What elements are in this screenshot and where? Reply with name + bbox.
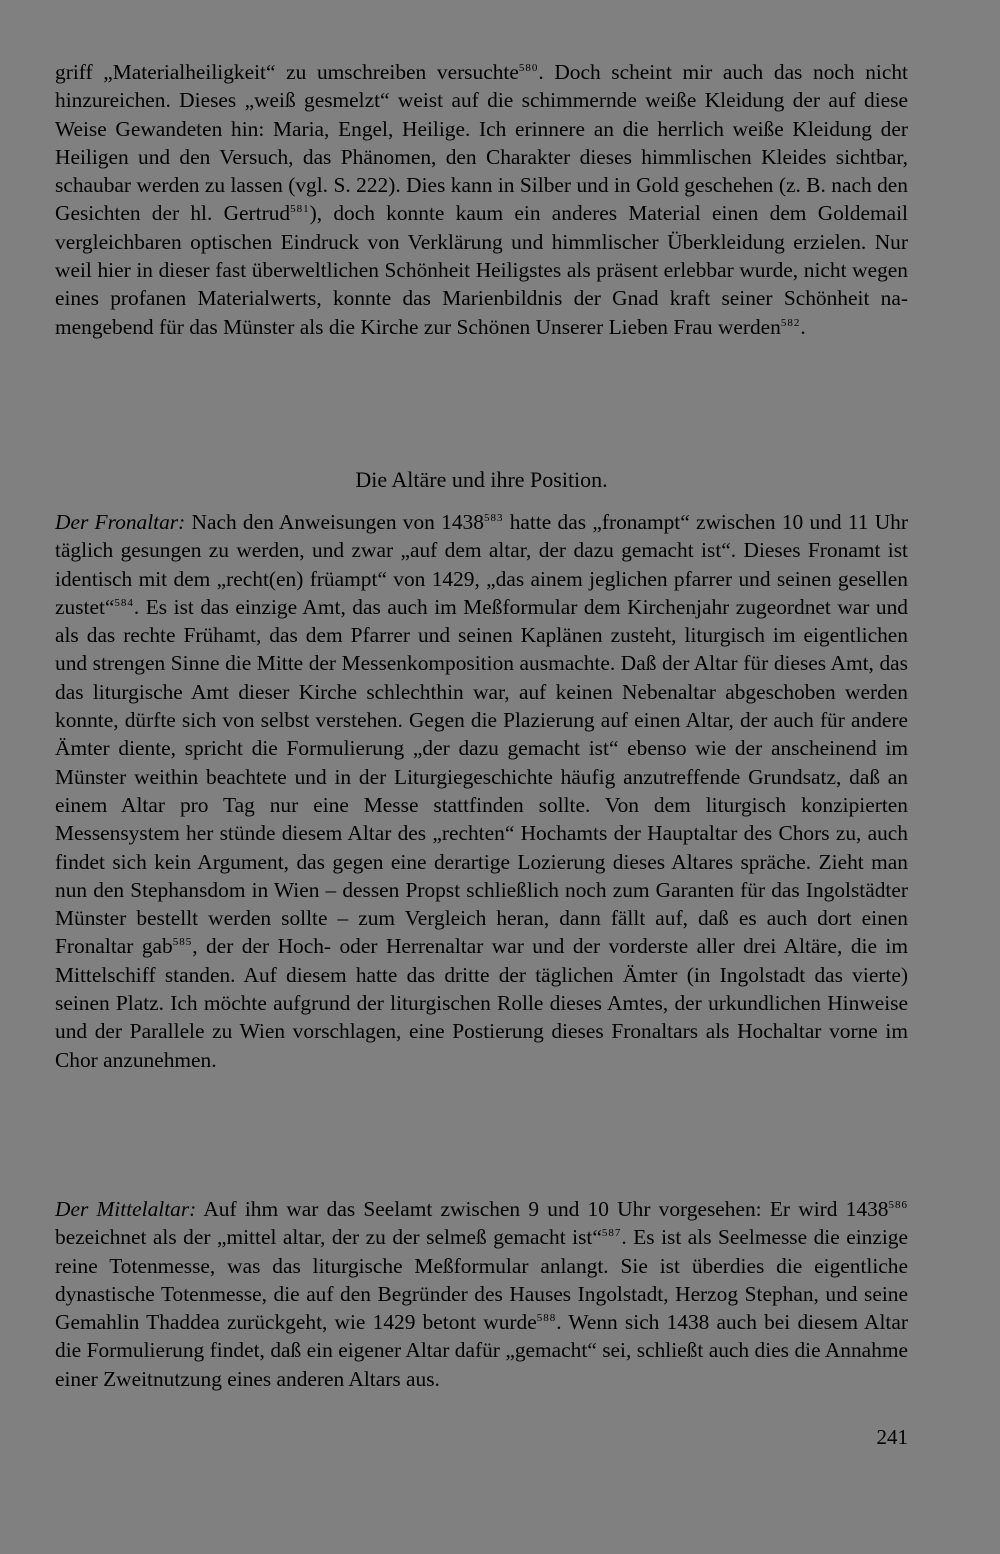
- footnote-ref-584[interactable]: 584: [114, 596, 134, 609]
- footnote-ref-580[interactable]: 580: [518, 62, 539, 74]
- section-heading: Die Altäre und ihre Position.: [355, 467, 608, 492]
- text-run: griff „Materialheiligkeit“ zu umschreiben versuchte: [55, 60, 519, 84]
- text-run: .: [800, 314, 806, 339]
- text-run: . Doch scheint mir auch das noch nicht hinzureichen. Dieses „weiß gesmelzt“ weist auf die schimmernde weiße Kleidung der auf diese Weise Gewandeten hin: Maria, Engel, Heilige. Ich erinnere an die herrlich weiße Kleidung der Heiligen und den Versuch, das Phänomen, den Charakter dieses himmlischen Kleides sichtbar, schaubar werden zu lassen (vgl. S. 222). Dies kann in Silber und in Gold geschehen (z. B. nach den Gesichten der hl. Gertrud: [55, 60, 909, 226]
- footnote-ref-587[interactable]: 587: [601, 1227, 622, 1240]
- footnote-ref-586[interactable]: 586: [888, 1199, 908, 1211]
- text-run: . Wenn sich 1438 auch bei diesem Altar die Formulierung findet, daß ein eigener Altar dafür „gemacht“ sei, schließt auch dies die Annahme einer Zweitnutzung eines anderen Altars aus.: [55, 1310, 908, 1391]
- footnote-ref-588[interactable]: 588: [536, 1312, 557, 1325]
- paragraph-lead-fronaltar: Der Fronaltar:: [55, 510, 186, 534]
- footnote-ref-585[interactable]: 585: [172, 936, 193, 949]
- paragraph-materialheiligkeit: [55, 58, 908, 341]
- text-run: ), doch konnte kaum ein anderes Material einen dem Goldemail vergleichbaren optischen Eindruck von Verklärung und himmlischer Überkleidung erzielen. Nur weil hier in dieser fast überweltlichen Schönheit Heiligstes als präsent erlebbar wurde, nicht wegen eines profanen Materialwerts, konnte das Marienbildnis der Gnad kraft seiner Schönheit namengebend für das Münster als die Kirche zur Schönen Unserer Lieben Frau werden: [55, 201, 908, 339]
- text-run: bezeichnet als der „mittel altar, der zu der selmeß gemacht ist“: [55, 1225, 602, 1250]
- text-run: . Es ist das einzige Amt, das auch im Meßformular dem Kirchenjahr zugeordnet war und als das rechte Frühamt, das dem Pfarrer und seinen Kaplänen zusteht, liturgisch im eigentlichen und strengen Sinne die Mitte der Messenkomposition ausmachte. Daß der Altar für dieses Amt, das das liturgische Amt dieser Kirche schlechthin war, auf keinen Nebenaltar abgeschoben werden konnte, dürfte sich von selbst verstehen. Gegen die Plazierung auf einen Altar, der auch für andere Ämter diente, spricht die Formulierung „der dazu gemacht ist“ ebenso wie der anscheinend im Münster weithin beachtete und in der Liturgiegeschichte häufig anzutreffende Grundsatz, daß an einem Altar pro Tag nur eine Messe stattfinden sollte. Von dem liturgisch konzipierten Messensystem her stünde diesem Altar des „rechten“ Hochamts der Hauptaltar des Chors zu, auch findet sich kein Argument, das gegen eine derartige Lozierung dieses Altares spräche. Zieht man nun den Stephansdom in Wien – dessen Propst schließlich noch zum Garanten für das Ingolstädter Münster bestellt werden sollte – zum Vergleich heran, dann fällt auf, daß es auch dort einen Fronaltar gab: [55, 594, 908, 959]
- footnote-ref-583[interactable]: 583: [483, 512, 504, 524]
- footnote-ref-582[interactable]: 582: [780, 316, 801, 329]
- text-run: Nach den Anweisungen von 1438: [185, 510, 484, 534]
- page-number: 241: [876, 1425, 908, 1449]
- paragraph-lead-mittelaltar: Der Mittelaltar:: [55, 1197, 197, 1221]
- footnote-ref-581[interactable]: 581: [290, 203, 310, 216]
- paragraph-mittelaltar: [55, 1195, 908, 1393]
- paragraph-fronaltar: [55, 508, 908, 1074]
- text-run: , der der Hoch- oder Herrenaltar war und der vorderste aller drei Altäre, die im Mittelschiff standen. Auf diesem hatte das dritte der täglichen Ämter (in Ingolstadt das vierte) seinen Platz. Ich möchte aufgrund der liturgischen Rolle dieses Amtes, der urkundlichen Hinweise und der Parallele zu Wien vorschlagen, eine Postierung dieses Fronaltars als Hochaltar vorne im Chor anzunehmen.: [55, 934, 909, 1072]
- text-run: hatte das „fronampt“ zwischen 10 und 11 Uhr täglich gesungen zu werden, und zwar „auf dem altar, der dazu gemacht ist“. Dieses Fronamt ist identisch mit dem „recht(en) früampt“ von 1429, „das ainem jeglichen pfarrer und seinen gesellen zustet“: [55, 510, 908, 619]
- text-run: . Es ist als Seelmesse die einzige reine Totenmesse, was das liturgische Meßformular anlangt. Sie ist überdies die eigentliche dynastische Totenmesse, die auf den Begründer des Hauses Ingolstadt, Herzog Stephan, und seine Gemahlin Thaddea zurückgeht, wie 1429 betont wurde: [55, 1225, 908, 1335]
- text-run: Auf ihm war das Seelamt zwischen 9 und 10 Uhr vorgesehen: Er wird 1438: [196, 1197, 889, 1221]
